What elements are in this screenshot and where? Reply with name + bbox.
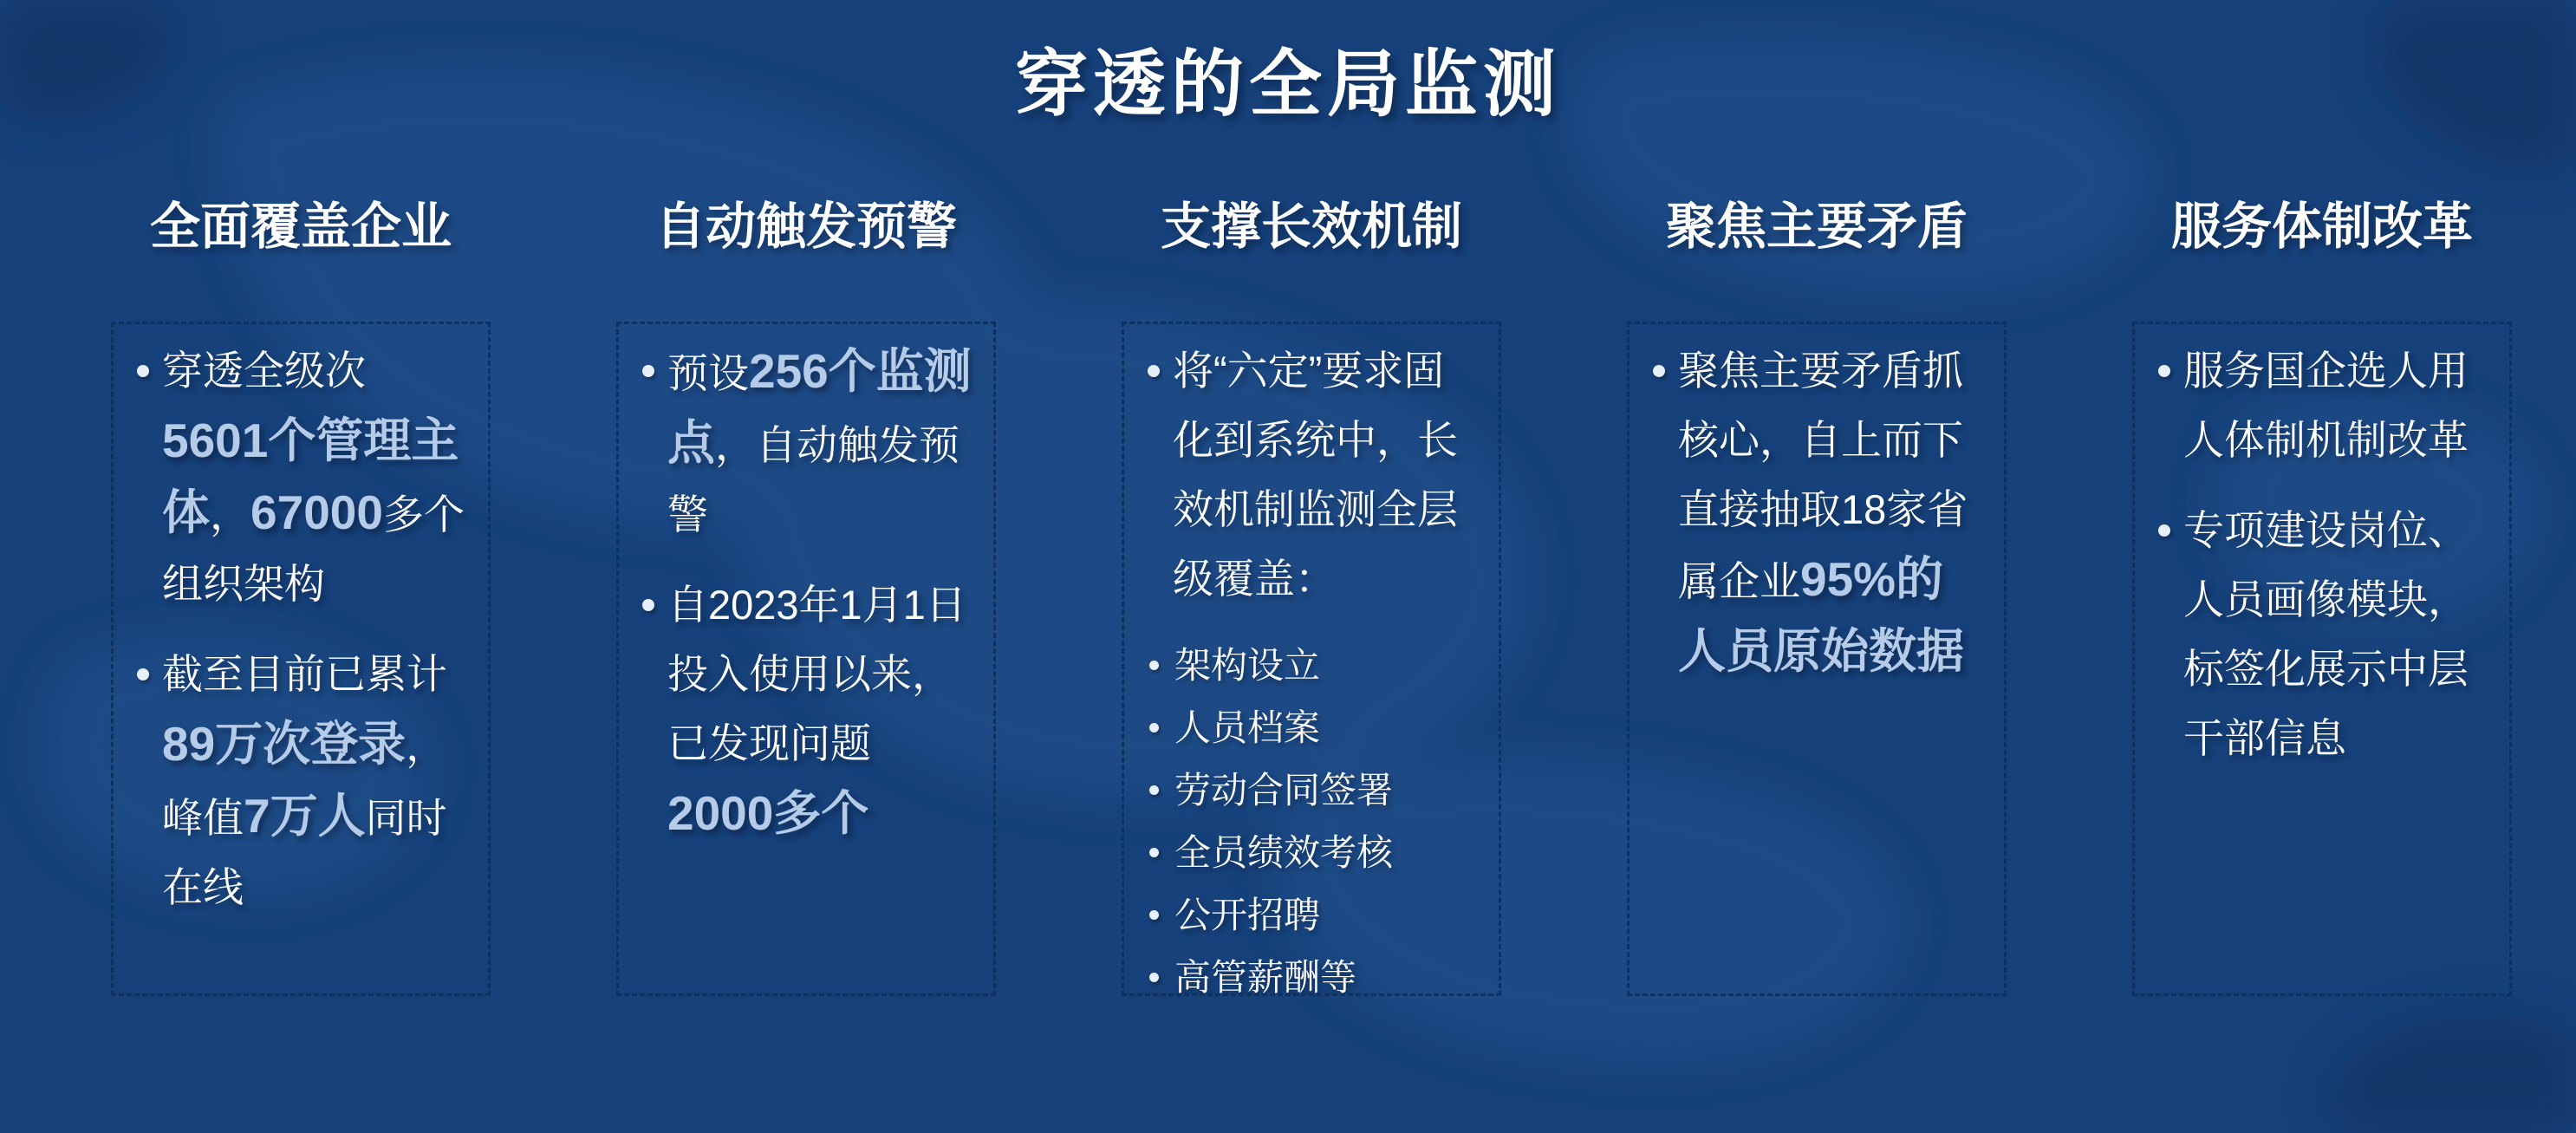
column-box xyxy=(2132,322,2512,996)
column-header: 服务体制改革 xyxy=(2170,199,2473,255)
bullet-dot-icon xyxy=(1149,661,1159,670)
sub-bullet-item xyxy=(1142,635,1478,697)
bullet-dot-icon xyxy=(1148,365,1160,377)
bullet-dot-icon xyxy=(137,365,149,377)
bullet-dot-icon xyxy=(1149,785,1159,795)
sub-bullet-text: 高管薪酬等 xyxy=(1174,956,1357,996)
sub-bullet-item xyxy=(1142,947,1478,996)
bullet-dot-icon xyxy=(1149,848,1159,857)
text-segment: 多个组织架构 xyxy=(162,491,465,607)
bullet-dot-icon xyxy=(1149,910,1159,920)
text-segment: 自2023年1月1日投入使用以来，已发现问题 xyxy=(667,581,966,766)
text-segment: ， xyxy=(210,491,251,537)
bullet-item xyxy=(131,336,467,619)
column-box xyxy=(1122,322,1501,996)
bullet-text xyxy=(1678,336,1983,688)
bullet-item xyxy=(131,640,467,922)
bullet-item xyxy=(2152,336,2488,475)
highlight-text: 67000 xyxy=(250,485,383,539)
bullet-dot-icon xyxy=(2158,524,2170,537)
bullet-dot-icon xyxy=(137,668,149,680)
column-box xyxy=(111,322,491,996)
highlight-text: 89万次登录 xyxy=(162,716,407,771)
sub-bullet-item xyxy=(1142,884,1478,947)
highlight-text: 7万人 xyxy=(244,788,366,843)
sub-bullet-text: 全员绩效考核 xyxy=(1174,831,1394,873)
column-2 xyxy=(616,196,996,996)
bullet-item xyxy=(2152,496,2488,773)
bullet-text xyxy=(2183,496,2488,773)
highlight-text: 2000多个 xyxy=(667,785,869,840)
highlight-text: 256个监测点 xyxy=(667,343,972,470)
column-box xyxy=(1627,322,2007,996)
column-header: 聚焦主要矛盾 xyxy=(1665,199,1968,255)
column-header: 自动触发预警 xyxy=(654,199,957,255)
text-segment: 将“六定”要求固化到系统中，长效机制监测全层级覆盖： xyxy=(1173,347,1458,602)
sub-bullet-text: 劳动合同签署 xyxy=(1174,769,1394,811)
bullet-item xyxy=(1647,336,1983,688)
column-1 xyxy=(111,196,491,996)
column-header: 全面覆盖企业 xyxy=(149,199,452,255)
highlight-text: 95%的人员原始数据 xyxy=(1678,551,1965,678)
highlight-text: 5601个管理主体 xyxy=(162,413,459,539)
bullet-dot-icon xyxy=(2158,365,2170,377)
bullet-text xyxy=(1173,336,1478,614)
text-segment: ，自动触发预警 xyxy=(667,421,960,537)
page-title: 穿透的全局监测 xyxy=(1014,43,1561,125)
bullet-item xyxy=(636,336,973,550)
text-segment: 聚焦主要矛盾抓核心，自上而下直接抽取18家省属企业 xyxy=(1678,347,1968,604)
sub-bullet-text: 公开招聘 xyxy=(1174,894,1321,935)
bullet-item xyxy=(1142,336,1478,614)
sub-bullet-text: 架构设立 xyxy=(1174,644,1321,686)
bullet-dot-icon xyxy=(1149,723,1159,733)
bullet-dot-icon xyxy=(642,365,654,377)
column-box xyxy=(616,322,996,996)
text-segment: 穿透全级次 xyxy=(162,347,366,394)
sub-bullet-list xyxy=(1142,635,1478,996)
text-segment: 服务国企选人用人体制机制改革 xyxy=(2183,347,2469,463)
column-3 xyxy=(1122,196,1501,996)
sub-bullet-item xyxy=(1142,822,1478,884)
columns-row xyxy=(111,196,2512,996)
bullet-dot-icon xyxy=(1653,365,1665,377)
text-segment: ，峰值 xyxy=(162,722,447,841)
sub-bullet-item xyxy=(1142,759,1478,822)
bullet-text xyxy=(162,640,467,922)
text-segment: 预设 xyxy=(667,349,749,396)
bullet-dot-icon xyxy=(642,599,654,611)
column-header: 支撑长效机制 xyxy=(1160,199,1462,255)
bullet-item xyxy=(636,570,973,850)
text-segment: 同时在线 xyxy=(162,794,447,910)
bullet-text xyxy=(667,336,973,550)
sub-bullet-text: 人员档案 xyxy=(1174,706,1321,748)
sub-bullet-item xyxy=(1142,697,1478,759)
bullet-dot-icon xyxy=(1149,973,1159,982)
column-4 xyxy=(1627,196,2007,996)
bullet-text xyxy=(162,336,467,619)
bullet-text xyxy=(2183,336,2488,475)
text-segment: 专项建设岗位、人员画像模块，标签化展示中层干部信息 xyxy=(2183,506,2469,761)
text-segment: 截至目前已累计 xyxy=(162,650,447,697)
column-5 xyxy=(2132,196,2512,996)
bullet-text xyxy=(667,570,973,850)
